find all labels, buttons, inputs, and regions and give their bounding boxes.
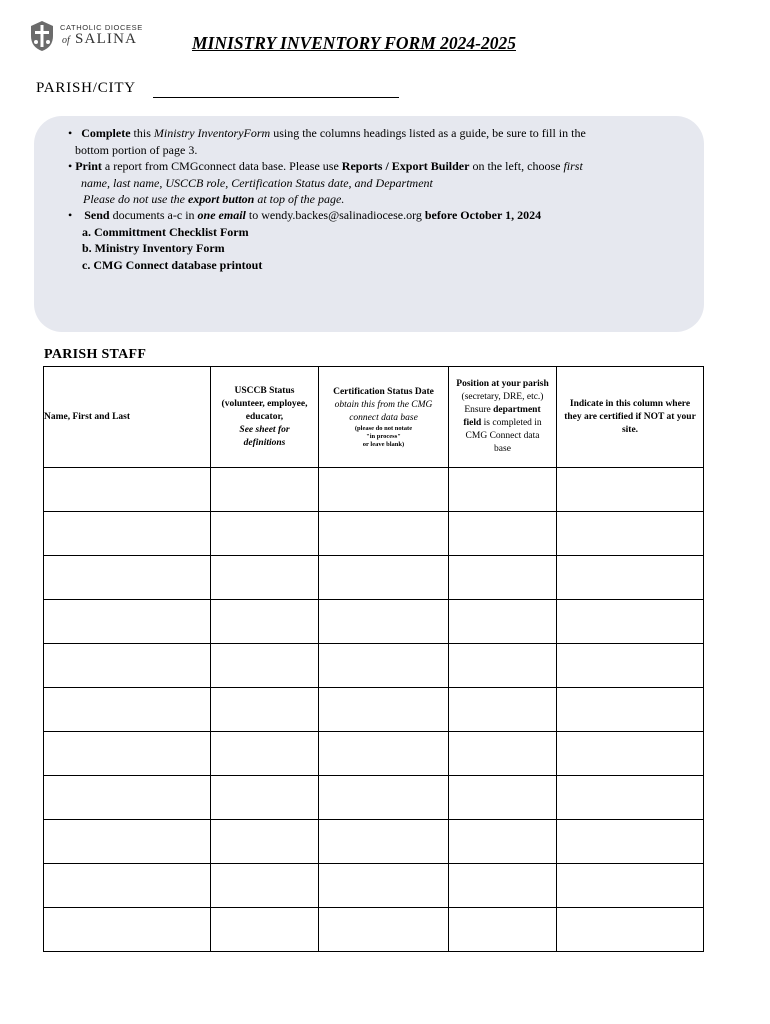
- cell-name[interactable]: [44, 732, 211, 776]
- header-name: Name, First and Last: [44, 367, 211, 468]
- cell-name[interactable]: [44, 512, 211, 556]
- diocese-logo: [28, 20, 148, 56]
- table-row: [44, 600, 704, 644]
- cell-position[interactable]: [449, 820, 557, 864]
- cell-name[interactable]: [44, 820, 211, 864]
- cell-position[interactable]: [449, 688, 557, 732]
- cell-name[interactable]: [44, 688, 211, 732]
- instruction-complete: • Complete this Ministry InventoryForm using the columns headings listed as a guide, be sure to fill in the: [68, 126, 586, 140]
- cell-name[interactable]: [44, 908, 211, 952]
- cell-certified-location[interactable]: [557, 732, 704, 776]
- table-row: [44, 908, 704, 952]
- cell-certified-location[interactable]: [557, 908, 704, 952]
- cell-usccb-status[interactable]: [211, 820, 319, 864]
- instruction-print: • Print a report from CMGconnect data base. Please use Reports / Export Builder on the left, choose first: [68, 159, 583, 173]
- cell-certified-location[interactable]: [557, 864, 704, 908]
- cell-usccb-status[interactable]: [211, 512, 319, 556]
- cell-certified-location[interactable]: [557, 512, 704, 556]
- table-row: [44, 644, 704, 688]
- cell-usccb-status[interactable]: [211, 468, 319, 512]
- instruction-complete-cont: bottom portion of page 3.: [75, 143, 198, 157]
- cell-certified-location[interactable]: [557, 644, 704, 688]
- header-certified-location: Indicate in this column where they are certified if NOT at your site.: [557, 367, 704, 468]
- cell-usccb-status[interactable]: [211, 600, 319, 644]
- instruction-send: • Send documents a-c in one email to wendy.backes@salinadiocese.org before October 1, 2024: [68, 208, 542, 222]
- cell-name[interactable]: [44, 468, 211, 512]
- table-row: [44, 732, 704, 776]
- cell-name[interactable]: [44, 864, 211, 908]
- cell-certification-date[interactable]: [319, 556, 449, 600]
- cell-usccb-status[interactable]: [211, 556, 319, 600]
- table-row: [44, 820, 704, 864]
- cell-certification-date[interactable]: [319, 732, 449, 776]
- cell-position[interactable]: [449, 776, 557, 820]
- cell-usccb-status[interactable]: [211, 908, 319, 952]
- cell-certification-date[interactable]: [319, 820, 449, 864]
- cell-certification-date[interactable]: [319, 468, 449, 512]
- header-position: Position at your parish (secretary, DRE, etc.) Ensure department field is completed in CMG Connect data base: [449, 367, 557, 468]
- cell-certification-date[interactable]: [319, 864, 449, 908]
- cell-usccb-status[interactable]: [211, 732, 319, 776]
- instruction-item-c: c. CMG Connect database printout: [82, 258, 263, 272]
- cell-certified-location[interactable]: [557, 688, 704, 732]
- cell-position[interactable]: [449, 644, 557, 688]
- cell-position[interactable]: [449, 512, 557, 556]
- table-header-row: [44, 367, 704, 468]
- cell-certified-location[interactable]: [557, 820, 704, 864]
- table-row: [44, 776, 704, 820]
- cell-certification-date[interactable]: [319, 776, 449, 820]
- cell-usccb-status[interactable]: [211, 644, 319, 688]
- cell-position[interactable]: [449, 908, 557, 952]
- cell-certified-location[interactable]: [557, 776, 704, 820]
- header-certification-date: Certification Status Date obtain this from the CMG connect data base (please do not notate "in process" or leave blank): [319, 367, 449, 468]
- cell-name[interactable]: [44, 556, 211, 600]
- cell-certification-date[interactable]: [319, 644, 449, 688]
- table-row: [44, 468, 704, 512]
- cell-usccb-status[interactable]: [211, 688, 319, 732]
- cell-certified-location[interactable]: [557, 468, 704, 512]
- cell-certified-location[interactable]: [557, 600, 704, 644]
- cell-certification-date[interactable]: [319, 908, 449, 952]
- instruction-item-a: a. Committment Checklist Form: [82, 225, 249, 239]
- cell-position[interactable]: [449, 600, 557, 644]
- header-usccb-status: USCCB Status (volunteer, employee, educator, See sheet for definitions: [211, 367, 319, 468]
- instruction-item-b: b. Ministry Inventory Form: [82, 241, 225, 255]
- instruction-print-cont: name, last name, USCCB role, Certification Status date, and Department: [81, 176, 433, 190]
- cell-name[interactable]: [44, 644, 211, 688]
- cell-usccb-status[interactable]: [211, 864, 319, 908]
- parish-city-field[interactable]: [153, 97, 399, 98]
- logo-text-name: SALINA: [75, 31, 138, 47]
- instruction-print-note: Please do not use the export button at top of the page.: [83, 192, 345, 206]
- cell-position[interactable]: [449, 732, 557, 776]
- cell-position[interactable]: [449, 556, 557, 600]
- parish-city-label: PARISH/CITY: [36, 80, 136, 96]
- parish-staff-table: [43, 366, 704, 952]
- logo-text-of: of: [62, 35, 70, 46]
- cell-certification-date[interactable]: [319, 600, 449, 644]
- cell-position[interactable]: [449, 864, 557, 908]
- cell-certified-location[interactable]: [557, 556, 704, 600]
- table-row: [44, 864, 704, 908]
- cell-name[interactable]: [44, 776, 211, 820]
- cell-certification-date[interactable]: [319, 688, 449, 732]
- table-row: [44, 556, 704, 600]
- diocese-crest-icon: [28, 20, 56, 52]
- parish-staff-heading: PARISH STAFF: [44, 347, 147, 362]
- page-title: MINISTRY INVENTORY FORM 2024-2025: [192, 33, 516, 53]
- table-row: [44, 688, 704, 732]
- table-row: [44, 512, 704, 556]
- logo-text-top: CATHOLIC DIOCESE: [60, 23, 143, 32]
- cell-position[interactable]: [449, 468, 557, 512]
- cell-usccb-status[interactable]: [211, 776, 319, 820]
- cell-certification-date[interactable]: [319, 512, 449, 556]
- cell-name[interactable]: [44, 600, 211, 644]
